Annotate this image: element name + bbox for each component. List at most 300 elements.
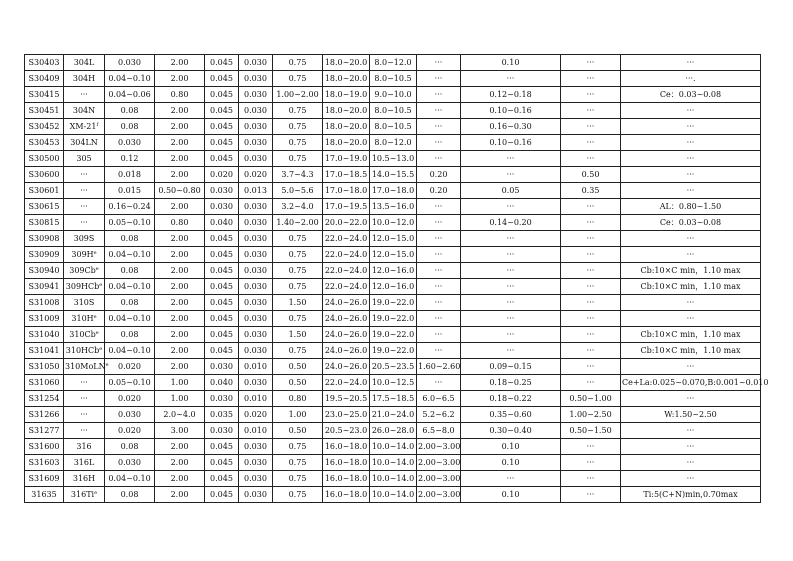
cell-silicon <box>273 55 323 71</box>
cell-carbon <box>105 279 155 295</box>
cell-text: 0.75 <box>288 106 307 115</box>
cell-chromium <box>323 71 370 87</box>
cell-text: 0.030 <box>244 74 267 83</box>
cell-text: ··· <box>506 74 515 83</box>
cell-text: 0.04~0.10 <box>108 474 151 483</box>
cell-text: 0.20 <box>429 186 448 195</box>
cell-molybdenum <box>417 471 461 487</box>
table-row <box>25 343 761 359</box>
cell-text: 0.75 <box>288 490 307 499</box>
cell-manganese <box>155 183 205 199</box>
cell-text: 0.08 <box>120 330 139 339</box>
cell-phosphorus <box>205 455 239 471</box>
cell-text: 0.05~0.10 <box>108 218 151 227</box>
cell-text: 310Cb <box>69 330 96 339</box>
cell-text: 0.08 <box>120 122 139 131</box>
cell-type-designation <box>64 375 105 391</box>
cell-text: ··· <box>586 282 595 291</box>
cell-copper <box>561 247 621 263</box>
table-row <box>25 247 761 263</box>
cell-text: 0.010 <box>244 394 267 403</box>
cell-nickel <box>370 391 417 407</box>
cell-text: 16.0~18.0 <box>324 458 368 467</box>
cell-text: 0.030 <box>244 282 267 291</box>
cell-chromium <box>323 343 370 359</box>
cell-text: 0.045 <box>210 298 233 307</box>
cell-text: 19.0~22.0 <box>371 330 415 339</box>
cell-molybdenum <box>417 311 461 327</box>
cell-carbon <box>105 391 155 407</box>
cell-phosphorus <box>205 231 239 247</box>
cell-text: 310S <box>73 298 95 307</box>
cell-phosphorus <box>205 183 239 199</box>
cell-text: 12.0~15.0 <box>371 250 415 259</box>
cell-text: S31008 <box>28 298 60 307</box>
cell-nitrogen <box>461 359 561 375</box>
cell-text: S30453 <box>28 138 60 147</box>
cell-other-elements <box>621 295 761 311</box>
chemical-composition-table <box>24 54 769 503</box>
cell-molybdenum <box>417 263 461 279</box>
cell-carbon <box>105 215 155 231</box>
cell-type-designation <box>64 487 105 503</box>
table-row <box>25 71 761 87</box>
cell-nickel <box>370 327 417 343</box>
cell-chromium <box>323 199 370 215</box>
cell-phosphorus <box>205 119 239 135</box>
cell-silicon <box>273 71 323 87</box>
cell-nitrogen <box>461 151 561 167</box>
cell-text: 0.75 <box>288 234 307 243</box>
table-row <box>25 151 761 167</box>
cell-phosphorus <box>205 55 239 71</box>
cell-text: 0.35~0.60 <box>489 410 532 419</box>
cell-text: ··· <box>80 186 88 195</box>
cell-text: 0.04~0.10 <box>108 314 151 323</box>
cell-text: 0.045 <box>210 346 233 355</box>
cell-text: 0.08 <box>120 106 139 115</box>
cell-text: ··· <box>506 314 515 323</box>
cell-manganese <box>155 71 205 87</box>
cell-text: 0.030 <box>210 426 233 435</box>
cell-manganese <box>155 343 205 359</box>
cell-text: 0.030 <box>244 474 267 483</box>
cell-sulfur <box>239 455 273 471</box>
cell-text: 309H <box>71 250 94 259</box>
table-row <box>25 167 761 183</box>
cell-phosphorus <box>205 167 239 183</box>
cell-text: 20.5~23.5 <box>371 362 415 371</box>
cell-text: 0.14~0.20 <box>489 218 532 227</box>
cell-chromium <box>323 119 370 135</box>
cell-type-designation <box>64 199 105 215</box>
cell-carbon <box>105 135 155 151</box>
cell-chromium <box>323 391 370 407</box>
cell-uns-number <box>25 455 64 471</box>
cell-chromium <box>323 87 370 103</box>
cell-text: 0.50 <box>288 362 307 371</box>
cell-text: 0.80 <box>170 218 189 227</box>
cell-text: 0.030 <box>118 410 141 419</box>
cell-uns-number <box>25 279 64 295</box>
cell-other-elements <box>621 487 761 503</box>
cell-copper <box>561 487 621 503</box>
cell-text: 0.030 <box>210 362 233 371</box>
cell-other-elements <box>621 359 761 375</box>
cell-text: 2.00 <box>170 442 189 451</box>
cell-text: 10.0~14.0 <box>371 458 415 467</box>
cell-text: 0.030 <box>210 186 233 195</box>
cell-sulfur <box>239 167 273 183</box>
cell-text: Ce+La:0.025~0.070,B:0.001~0.010 <box>622 378 769 387</box>
cell-carbon <box>105 103 155 119</box>
cell-phosphorus <box>205 471 239 487</box>
cell-type-designation <box>64 423 105 439</box>
cell-text: 2.00 <box>170 138 189 147</box>
cell-text: ··· <box>586 490 595 499</box>
cell-text: 0.030 <box>244 346 267 355</box>
cell-text: Cb:10×C min，1.10 max <box>640 346 741 355</box>
cell-text: 0.045 <box>210 234 233 243</box>
cell-text: 304LN <box>70 138 98 147</box>
cell-sulfur <box>239 183 273 199</box>
table-row <box>25 455 761 471</box>
cell-other-elements <box>621 119 761 135</box>
cell-sulfur <box>239 135 273 151</box>
cell-nitrogen <box>461 407 561 423</box>
cell-text: ··· <box>434 298 443 307</box>
cell-silicon <box>273 311 323 327</box>
cell-text: 10.5~13.0 <box>371 154 415 163</box>
cell-copper <box>561 215 621 231</box>
cell-manganese <box>155 135 205 151</box>
cell-text: ··· <box>434 218 443 227</box>
cell-text: 18.0~20.0 <box>324 122 368 131</box>
cell-text: S31266 <box>28 410 60 419</box>
cell-chromium <box>323 327 370 343</box>
cell-manganese <box>155 487 205 503</box>
cell-text: 0.50~0.80 <box>158 186 201 195</box>
cell-text: S31009 <box>28 314 60 323</box>
cell-text: ··· <box>506 170 515 179</box>
cell-manganese <box>155 359 205 375</box>
cell-text: 19.0~22.0 <box>371 346 415 355</box>
cell-text: 0.05 <box>501 186 520 195</box>
cell-text: S31050 <box>28 362 60 371</box>
cell-carbon <box>105 231 155 247</box>
cell-text: 0.80 <box>170 90 189 99</box>
cell-molybdenum <box>417 87 461 103</box>
cell-text: S31041 <box>28 346 60 355</box>
cell-sulfur <box>239 311 273 327</box>
cell-nickel <box>370 439 417 455</box>
cell-other-elements <box>621 343 761 359</box>
cell-chromium <box>323 455 370 471</box>
cell-sulfur <box>239 103 273 119</box>
cell-text: 10.0~12.5 <box>371 378 415 387</box>
cell-sulfur <box>239 471 273 487</box>
cell-copper <box>561 151 621 167</box>
cell-silicon <box>273 183 323 199</box>
cell-other-elements <box>621 455 761 471</box>
cell-text: 2.00 <box>170 346 189 355</box>
cell-text: ··· <box>686 58 695 67</box>
cell-text: 2.00 <box>170 58 189 67</box>
cell-uns-number <box>25 343 64 359</box>
cell-carbon <box>105 119 155 135</box>
cell-text: 0.12 <box>120 154 139 163</box>
cell-text: ··· <box>434 346 443 355</box>
table-row <box>25 471 761 487</box>
cell-manganese <box>155 295 205 311</box>
cell-sulfur <box>239 391 273 407</box>
cell-text: 0.75 <box>288 74 307 83</box>
cell-uns-number <box>25 103 64 119</box>
cell-uns-number <box>25 71 64 87</box>
cell-manganese <box>155 87 205 103</box>
cell-text: 16.0~18.0 <box>324 442 368 451</box>
cell-chromium <box>323 295 370 311</box>
cell-text: 9.0~10.0 <box>374 90 412 99</box>
cell-uns-number <box>25 151 64 167</box>
cell-phosphorus <box>205 359 239 375</box>
cell-carbon <box>105 71 155 87</box>
cell-text: 22.0~24.0 <box>324 266 368 275</box>
cell-text: 0.18~0.25 <box>489 378 532 387</box>
cell-phosphorus <box>205 327 239 343</box>
cell-text: 2.00~3.00 <box>418 442 461 451</box>
table-row <box>25 487 761 503</box>
cell-text: 0.75 <box>288 282 307 291</box>
cell-silicon <box>273 439 323 455</box>
footnote-marker: e <box>99 346 103 352</box>
cell-text: 0.030 <box>244 298 267 307</box>
cell-text: Cb:10×C min，1.10 max <box>640 266 741 275</box>
cell-text: 2.00 <box>170 458 189 467</box>
cell-molybdenum <box>417 247 461 263</box>
cell-text: ··· <box>506 202 515 211</box>
cell-text: 0.10~0.16 <box>489 138 532 147</box>
cell-text: 0.030 <box>244 106 267 115</box>
cell-chromium <box>323 359 370 375</box>
cell-uns-number <box>25 311 64 327</box>
cell-text: ··· <box>586 442 595 451</box>
cell-text: 1.40~2.00 <box>276 218 319 227</box>
cell-other-elements <box>621 199 761 215</box>
cell-text: 19.0~22.0 <box>371 298 415 307</box>
cell-text: 5.2~6.2 <box>422 410 455 419</box>
cell-nitrogen <box>461 87 561 103</box>
cell-type-designation <box>64 391 105 407</box>
cell-chromium <box>323 311 370 327</box>
cell-sulfur <box>239 151 273 167</box>
cell-text: 309Cb <box>69 266 96 275</box>
cell-nickel <box>370 71 417 87</box>
cell-nickel <box>370 231 417 247</box>
cell-text: 0.010 <box>244 362 267 371</box>
cell-text: ··· <box>434 138 443 147</box>
cell-text: 305 <box>76 154 92 163</box>
table-row <box>25 263 761 279</box>
table-row <box>25 311 761 327</box>
cell-phosphorus <box>205 439 239 455</box>
table-body <box>25 55 769 503</box>
cell-chromium <box>323 247 370 263</box>
cell-molybdenum <box>417 439 461 455</box>
cell-nitrogen <box>461 295 561 311</box>
table-row <box>25 439 761 455</box>
cell-text: ··· <box>686 458 695 467</box>
cell-phosphorus <box>205 151 239 167</box>
cell-chromium <box>323 183 370 199</box>
cell-other-elements <box>621 423 761 439</box>
cell-text: S30941 <box>28 282 60 291</box>
cell-chromium <box>323 487 370 503</box>
cell-carbon <box>105 183 155 199</box>
cell-text: 0.045 <box>210 154 233 163</box>
cell-text: 0.045 <box>210 314 233 323</box>
cell-uns-number <box>25 167 64 183</box>
table-row <box>25 423 761 439</box>
cell-text: 1.00 <box>170 378 189 387</box>
cell-nitrogen <box>461 343 561 359</box>
cell-carbon <box>105 87 155 103</box>
cell-chromium <box>323 423 370 439</box>
cell-molybdenum <box>417 119 461 135</box>
cell-text: 0.020 <box>244 170 267 179</box>
cell-molybdenum <box>417 455 461 471</box>
cell-text: 0.12~0.18 <box>489 90 532 99</box>
cell-text: 0.08 <box>120 298 139 307</box>
cell-other-elements <box>621 247 761 263</box>
footnote-marker: e <box>93 250 97 256</box>
table-row <box>25 375 761 391</box>
cell-text: 0.010 <box>244 426 267 435</box>
cell-text: 2.00 <box>170 106 189 115</box>
cell-text: ··· <box>434 250 443 259</box>
cell-phosphorus <box>205 215 239 231</box>
cell-sulfur <box>239 343 273 359</box>
cell-text: 0.045 <box>210 266 233 275</box>
cell-text: 0.040 <box>210 218 233 227</box>
cell-text: ··· <box>434 154 443 163</box>
cell-phosphorus <box>205 407 239 423</box>
cell-phosphorus <box>205 135 239 151</box>
cell-text: 13.5~16.0 <box>371 202 415 211</box>
cell-text: ··· <box>686 154 695 163</box>
cell-copper <box>561 375 621 391</box>
cell-text: 0.75 <box>288 138 307 147</box>
cell-phosphorus <box>205 375 239 391</box>
cell-text: 0.015 <box>118 186 141 195</box>
cell-chromium <box>323 263 370 279</box>
cell-text: ··· <box>586 74 595 83</box>
cell-text: 24.0~26.0 <box>324 298 368 307</box>
cell-sulfur <box>239 71 273 87</box>
cell-text: 0.035 <box>210 410 233 419</box>
cell-text: ··· <box>686 138 695 147</box>
cell-uns-number <box>25 375 64 391</box>
cell-manganese <box>155 471 205 487</box>
cell-text: 0.030 <box>244 442 267 451</box>
table-row <box>25 327 761 343</box>
cell-sulfur <box>239 119 273 135</box>
cell-text: 0.030 <box>244 458 267 467</box>
cell-text: S31609 <box>28 474 60 483</box>
cell-sulfur <box>239 375 273 391</box>
footnote-marker: f <box>96 122 99 128</box>
footnote-marker: e <box>95 330 99 336</box>
cell-text: 31635 <box>31 490 57 499</box>
cell-text: 0.04~0.10 <box>108 346 151 355</box>
cell-nitrogen <box>461 55 561 71</box>
cell-text: 0.75 <box>288 346 307 355</box>
cell-text: 0.030 <box>118 138 141 147</box>
cell-text: 5.0~5.6 <box>281 186 314 195</box>
cell-nickel <box>370 215 417 231</box>
table-row <box>25 231 761 247</box>
cell-nickel <box>370 423 417 439</box>
cell-text: 1.50 <box>288 298 307 307</box>
cell-text: 304L <box>73 58 95 67</box>
cell-text: 0.35 <box>581 186 600 195</box>
cell-text: 316H <box>72 474 96 483</box>
cell-silicon <box>273 135 323 151</box>
cell-text: 0.08 <box>120 266 139 275</box>
cell-silicon <box>273 231 323 247</box>
cell-text: 24.0~26.0 <box>324 346 368 355</box>
cell-text: ··· <box>686 426 695 435</box>
cell-nitrogen <box>461 247 561 263</box>
cell-manganese <box>155 55 205 71</box>
cell-text: 309HCb <box>65 282 100 291</box>
cell-text: S30601 <box>28 186 60 195</box>
cell-text: 24.0~26.0 <box>324 314 368 323</box>
cell-text: ··· <box>434 90 443 99</box>
cell-text: 6.0~6.5 <box>422 394 455 403</box>
cell-phosphorus <box>205 247 239 263</box>
cell-chromium <box>323 135 370 151</box>
cell-manganese <box>155 439 205 455</box>
cell-text: ··· <box>686 314 695 323</box>
cell-type-designation <box>64 279 105 295</box>
cell-text: 17.0~18.0 <box>324 186 368 195</box>
cell-other-elements <box>621 135 761 151</box>
cell-text: 0.75 <box>288 250 307 259</box>
cell-uns-number <box>25 439 64 455</box>
cell-text: ··· <box>686 362 695 371</box>
cell-silicon <box>273 391 323 407</box>
cell-text: ··· <box>80 90 88 99</box>
cell-text: 18.0~19.0 <box>324 90 368 99</box>
cell-text: 0.10~0.16 <box>489 106 532 115</box>
cell-molybdenum <box>417 487 461 503</box>
cell-text: 0.75 <box>288 58 307 67</box>
cell-text: 21.0~24.0 <box>371 410 415 419</box>
cell-text: S31040 <box>28 330 60 339</box>
table-row <box>25 183 761 199</box>
cell-text: ··· <box>586 218 595 227</box>
cell-nickel <box>370 407 417 423</box>
cell-copper <box>561 103 621 119</box>
cell-type-designation <box>64 119 105 135</box>
cell-text: 0.045 <box>210 474 233 483</box>
cell-text: 316Ti <box>70 490 95 499</box>
cell-molybdenum <box>417 167 461 183</box>
cell-text: 0.045 <box>210 122 233 131</box>
cell-molybdenum <box>417 343 461 359</box>
cell-text: 3.00 <box>170 426 189 435</box>
